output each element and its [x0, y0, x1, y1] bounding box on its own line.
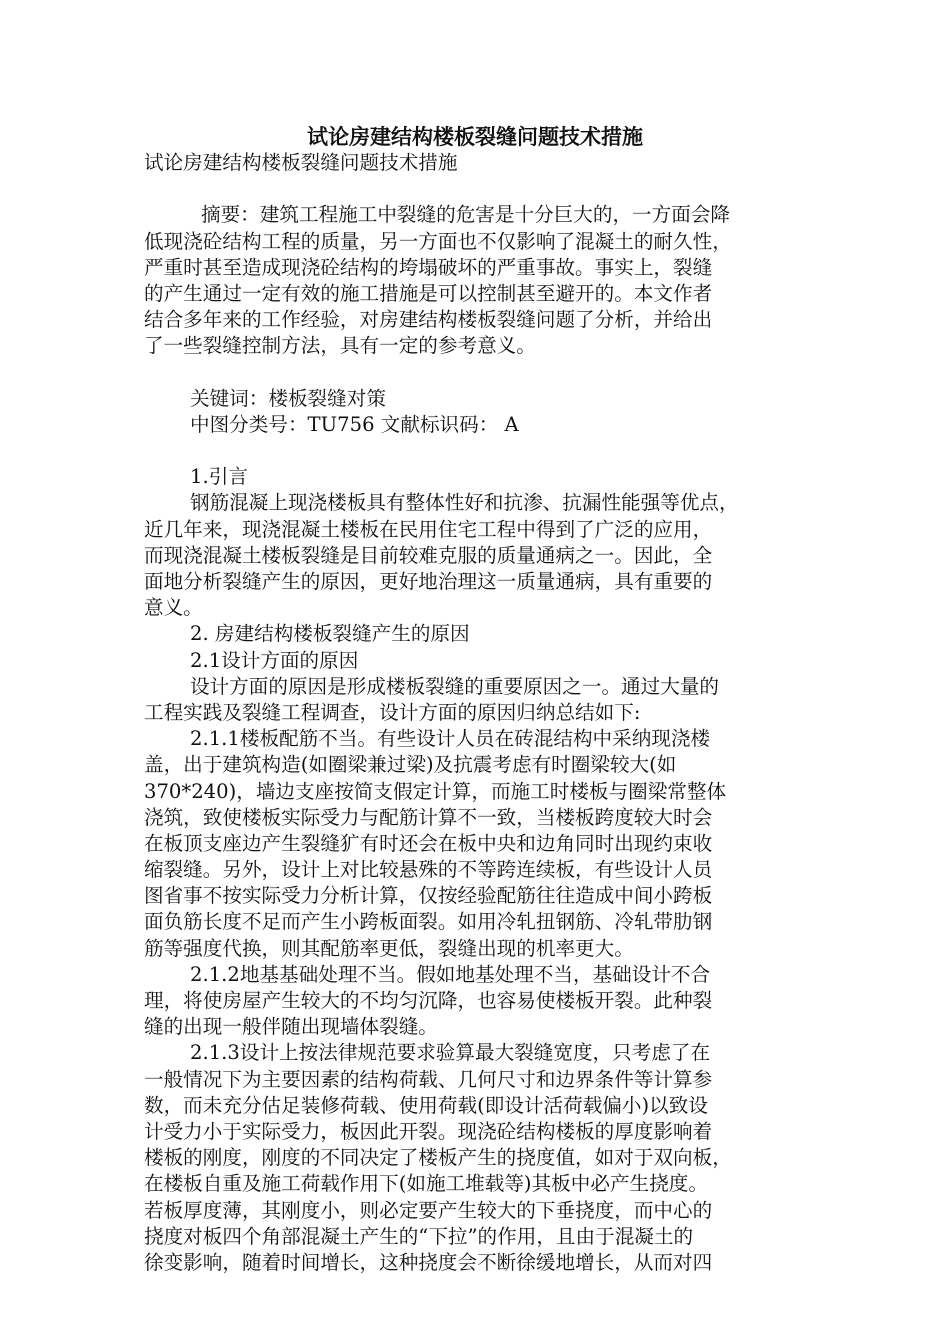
paragraph-line: 盖，出于建筑构造(如圈梁兼过梁)及抗震考虑有时圈梁较大(如: [144, 753, 677, 777]
paragraph-line: 设计方面的原因是形成楼板裂缝的重要原因之一。通过大量的: [190, 674, 720, 698]
section21-paragraph: [144, 674, 804, 726]
keywords-line: 关键词：楼板裂缝对策: [190, 386, 386, 410]
paragraph-line: 挠度对板四个角部混凝土产生的“下拉”的作用，且由于混凝土的: [144, 1224, 694, 1248]
section211-paragraph: [144, 726, 804, 962]
paragraph-line: 面地分析裂缝产生的原因，更好地治理这一质量通病，具有重要的: [144, 570, 713, 593]
paragraph-line: 在楼板自重及施工荷载作用下(如施工堆载等)其板中必产生挠度。: [144, 1172, 708, 1196]
paragraph-line: 计受力小于实际受力，板因此开裂。现浇砼结构楼板的厚度影响着: [144, 1119, 713, 1143]
abstract-line: 结合多年来的工作经验，对房建结构楼板裂缝问题了分析，并给出: [144, 308, 713, 332]
paragraph-line: 缩裂缝。另外，设计上对比较悬殊的不等跨连续板，有些设计人员: [144, 858, 713, 882]
abstract-line: 了一些裂缝控制方法，具有一定的参考意义。: [144, 334, 536, 358]
paragraph-line: 理，将使房屋产生较大的不均匀沉降，也容易使楼板开裂。此种裂: [144, 989, 713, 1012]
blank-line: [144, 176, 804, 202]
paragraph-line: 楼板的刚度，刚度的不同决定了楼板产生的挠度值，如对于双向板，: [144, 1146, 732, 1170]
paragraph-line: 钢筋混凝上现浇楼板具有整体性好和抗渗、抗漏性能强等优点，: [190, 491, 739, 515]
document-title: 试论房建结构楼板裂缝问题技术措施: [307, 124, 643, 149]
section-heading: 2. 房建结构楼板裂缝产生的原因: [190, 622, 470, 646]
document-subtitle: 试论房建结构楼板裂缝问题技术措施: [144, 151, 458, 174]
paragraph-line: 2.1.2地基基础处理不当。假如地基处理不当，基础设计不合: [190, 962, 711, 986]
section1-paragraph: [144, 490, 804, 621]
paragraph-line: 筋等强度代换，则其配筋率更低，裂缝出现的机率更大。: [144, 936, 634, 960]
section-heading: 1.引言: [190, 465, 248, 489]
paragraph-line: 数，而未充分估足装修荷载、使用荷载(即设计活荷载偏小)以致设: [144, 1093, 708, 1117]
paragraph-line: 370*240)，墙边支座按简支假定计算，而施工时楼板与圈梁常整体: [144, 779, 727, 803]
paragraph-line: 而现浇混凝土楼板裂缝是目前较难克服的质量通病之一。因此，全: [144, 543, 713, 567]
paragraph-line: 2.1.1楼板配筋不当。有些设计人员在砖混结构中采纳现浇楼: [190, 727, 711, 751]
abstract-line: 摘要：建筑工程施工中裂缝的危害是十分巨大的，一方面会降: [201, 203, 731, 227]
paragraph-line: 面负筋长度不足而产生小跨板面裂。如用冷轧扭钢筋、冷轧带肋钢: [144, 910, 713, 934]
paragraph-line: 徐变影响，随着时间增长，这种挠度会不断徐缓地增长，从而对四: [144, 1250, 713, 1274]
paragraph-line: 近几年来，现浇混凝土楼板在民用住宅工程中得到了广泛的应用，: [144, 517, 713, 541]
paragraph-line: 2.1.3设计上按法律规范要求验算最大裂缝宽度，只考虑了在: [190, 1041, 711, 1065]
paragraph-line: 缝的出现一般伴随出现墙体裂缝。: [144, 1015, 438, 1039]
paragraph-line: 意义。: [144, 596, 203, 620]
section213-paragraph: [144, 1040, 804, 1276]
paragraph-line: 若板厚度薄，其刚度小，则必定要产生较大的下垂挠度，而中心的: [144, 1198, 713, 1222]
abstract-paragraph: [144, 202, 804, 359]
paragraph-line: 工程实践及裂缝工程调查，设计方面的原因归纳总结如下:: [144, 700, 641, 724]
paragraph-line: 在板顶支座边产生裂缝犷有时还会在板中央和边角同时出现约束收: [144, 831, 713, 855]
paragraph-line: 图省事不按实际受力分析计算，仅按经验配筋往往造成中间小跨板: [144, 884, 713, 908]
document-body: [144, 150, 804, 1276]
blank-line: [144, 438, 804, 464]
abstract-line: 低现浇砼结构工程的质量，另一方面也不仅影响了混凝土的耐久性，: [144, 229, 732, 253]
paragraph-line: 一般情况下为主要因素的结构荷载、几何尺寸和边界条件等计算参: [144, 1067, 713, 1091]
subsection-heading: 2.1设计方面的原因: [190, 648, 359, 672]
section212-paragraph: [144, 962, 804, 1041]
abstract-line: 严重时甚至造成现浇砼结构的垮塌破坏的严重事故。事实上，裂缝: [144, 255, 713, 279]
classification-line: 中图分类号：TU756 文献标识码： A: [190, 412, 519, 436]
abstract-line: 的产生通过一定有效的施工措施是可以控制甚至避开的。本文作者: [144, 281, 713, 305]
blank-line: [144, 360, 804, 386]
paragraph-line: 浇筑，致使楼板实际受力与配筋计算不一致，当楼板跨度较大时会: [144, 805, 713, 829]
